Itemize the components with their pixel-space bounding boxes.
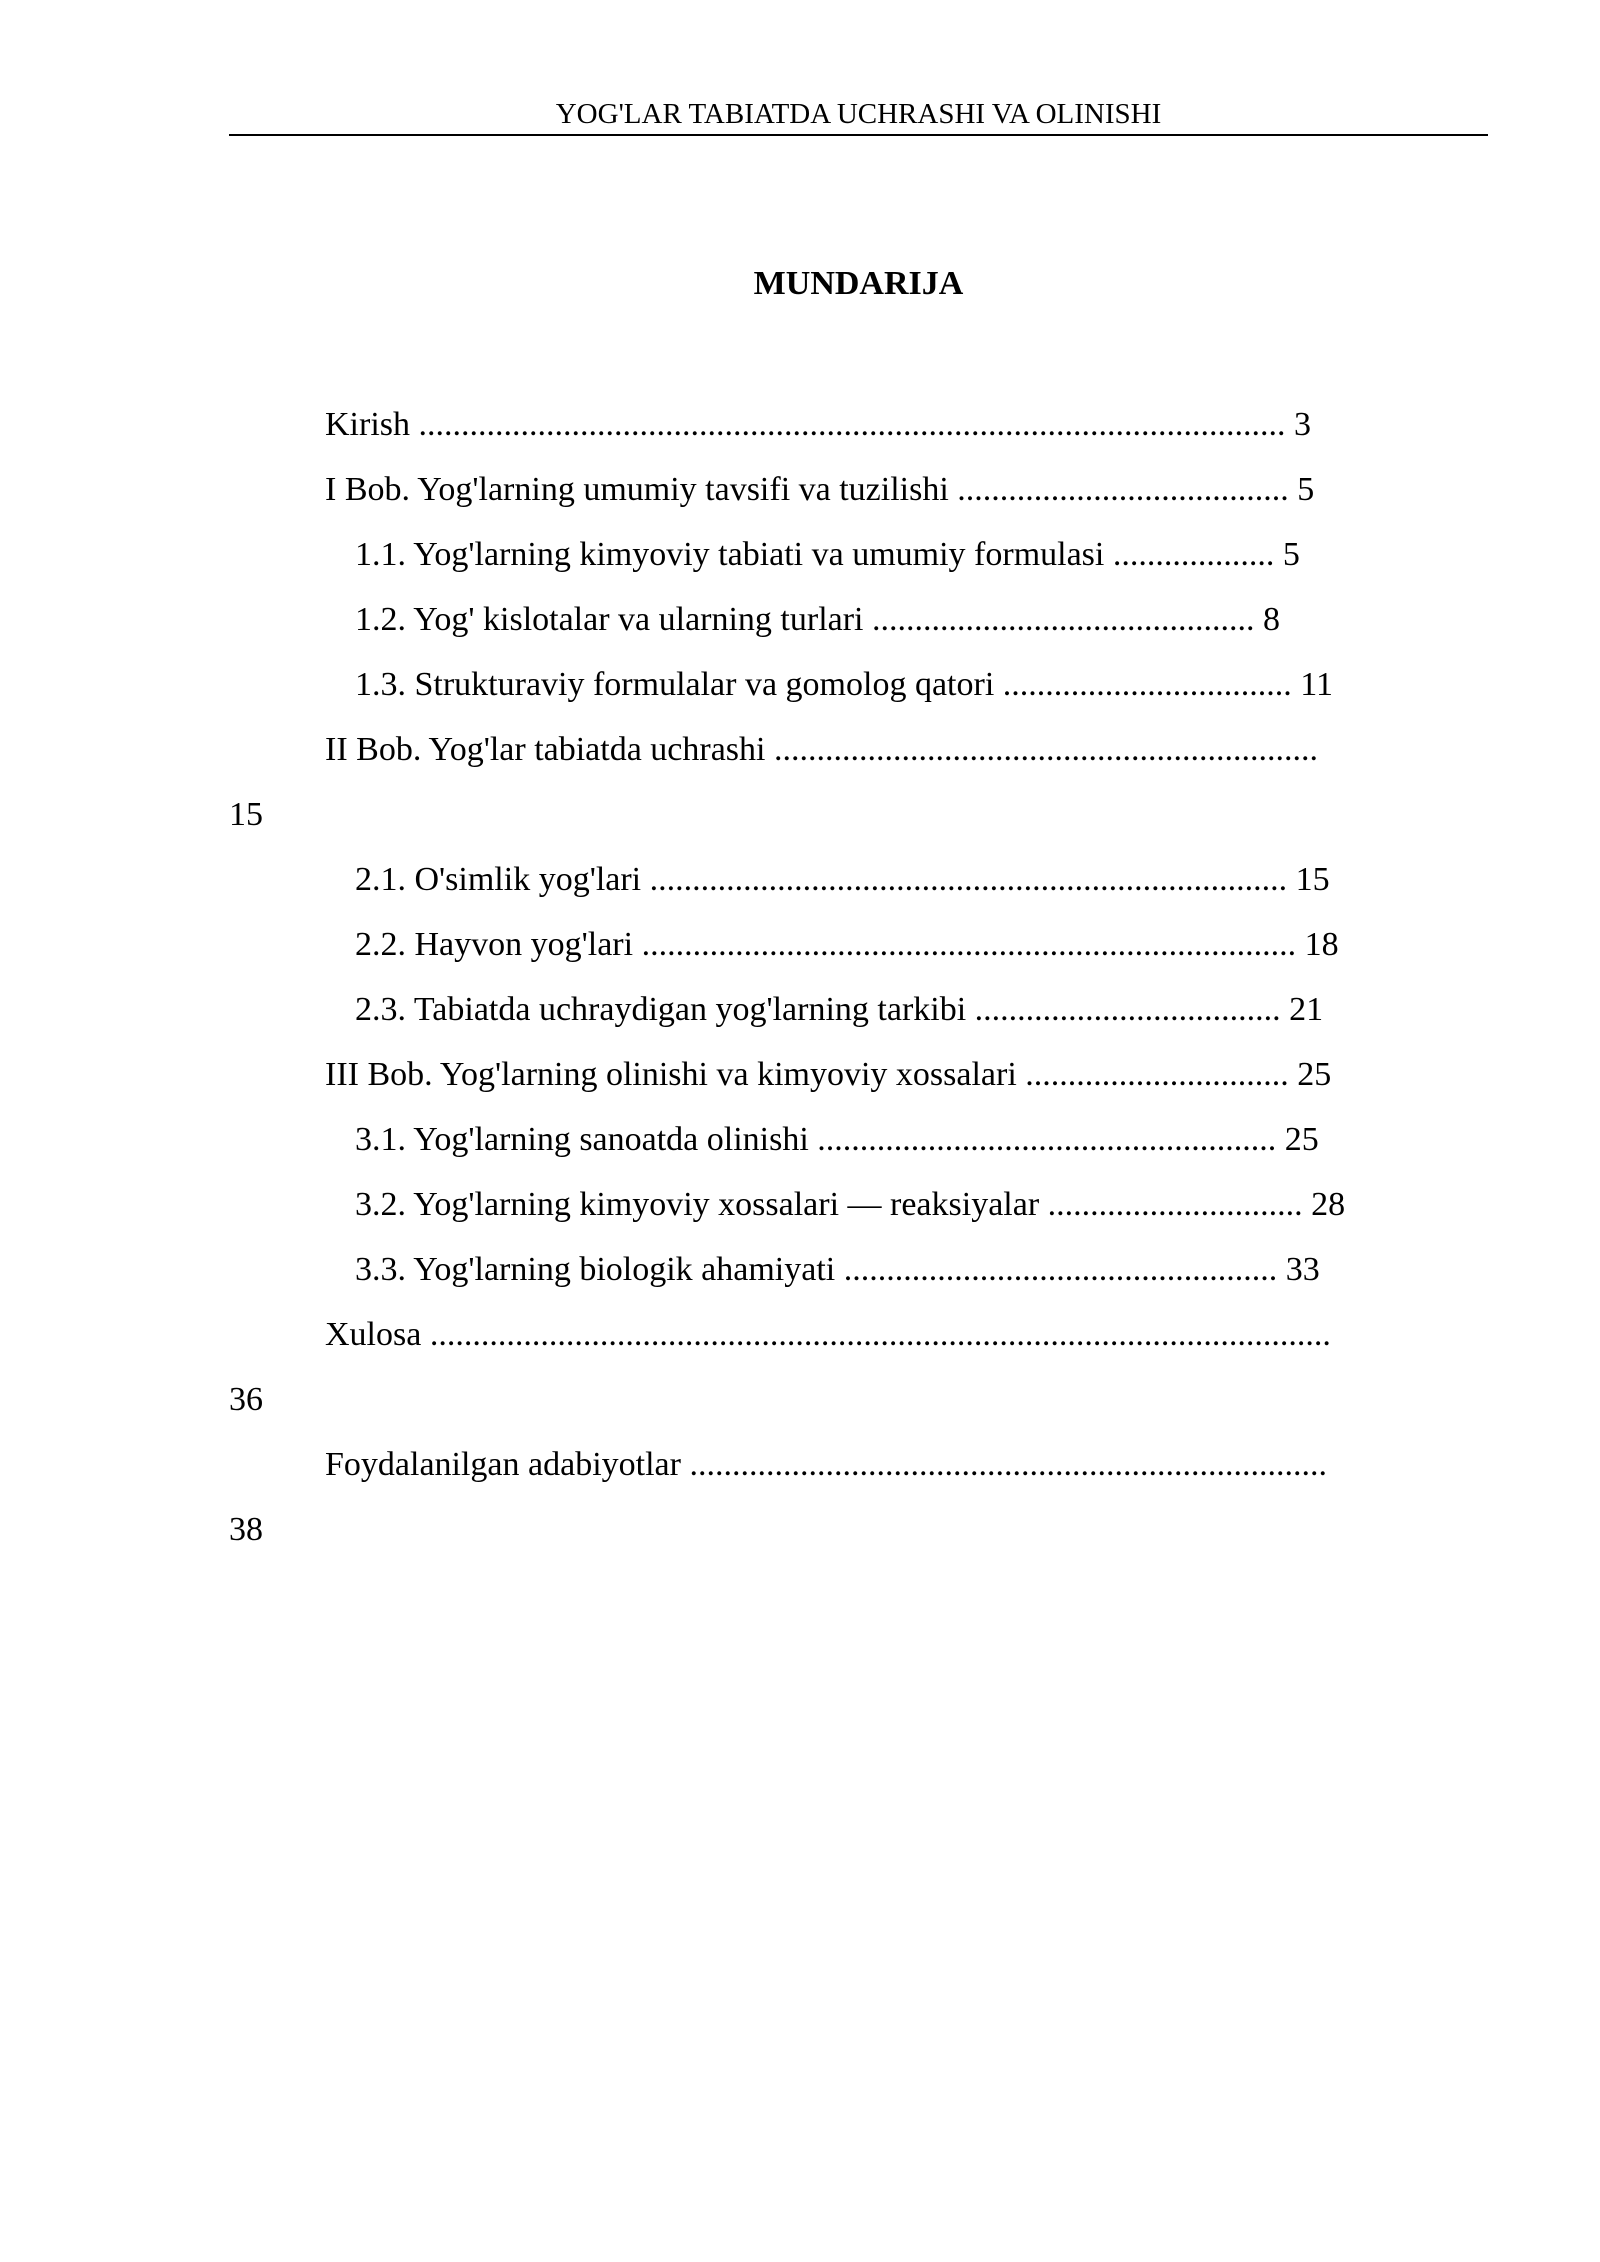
toc-entry-xulosa-page: 36	[229, 1381, 263, 1418]
toc-entry-1-3: 1.3. Strukturaviy formulalar va gomolog qatori .................................. 11	[355, 666, 1333, 703]
toc-entry-3-3: 3.3. Yog'larning biologik ahamiyati ................................................... 33	[355, 1251, 1320, 1288]
page-title: MUNDARIJA	[753, 265, 964, 302]
toc-entry-1-2: 1.2. Yog' kislotalar va ularning turlari ............................................. 8	[355, 601, 1281, 638]
toc-entry-kirish: Kirish ...................................................................................................... 3	[325, 406, 1311, 443]
toc-entry-chapter-1: I Bob. Yog'larning umumiy tavsifi va tuzilishi ....................................... 5	[325, 471, 1315, 508]
toc-entry-3-1: 3.1. Yog'larning sanoatda olinishi ...................................................... 25	[355, 1121, 1319, 1158]
toc-entry-2-3: 2.3. Tabiatda uchraydigan yog'larning tarkibi .................................... 21	[355, 991, 1324, 1028]
toc-entry-3-2: 3.2. Yog'larning kimyoviy xossalari — reaksiyalar .............................. 28	[355, 1186, 1346, 1223]
toc-entry-2-1: 2.1. O'simlik yog'lari ........................................................................... 15	[355, 861, 1330, 898]
toc-entry-xulosa: Xulosa ..........................................................................................................	[325, 1316, 1331, 1353]
toc-entry-chapter-2: II Bob. Yog'lar tabiatda uchrashi ................................................................	[325, 731, 1318, 768]
toc-entry-references: Foydalanilgan adabiyotlar ...........................................................................	[325, 1446, 1327, 1483]
header-rule	[229, 134, 1488, 136]
toc-entry-references-page: 38	[229, 1511, 263, 1548]
toc-entry-chapter-2-page: 15	[229, 796, 263, 833]
running-header: YOG'LAR TABIATDA UCHRASHI VA OLINISHI	[555, 98, 1162, 130]
toc-entry-2-2: 2.2. Hayvon yog'lari ............................................................................. 18	[355, 926, 1339, 963]
toc-entry-1-1: 1.1. Yog'larning kimyoviy tabiati va umumiy formulasi ................... 5	[355, 536, 1300, 573]
toc-entry-chapter-3: III Bob. Yog'larning olinishi va kimyoviy xossalari ............................... 25	[325, 1056, 1332, 1093]
